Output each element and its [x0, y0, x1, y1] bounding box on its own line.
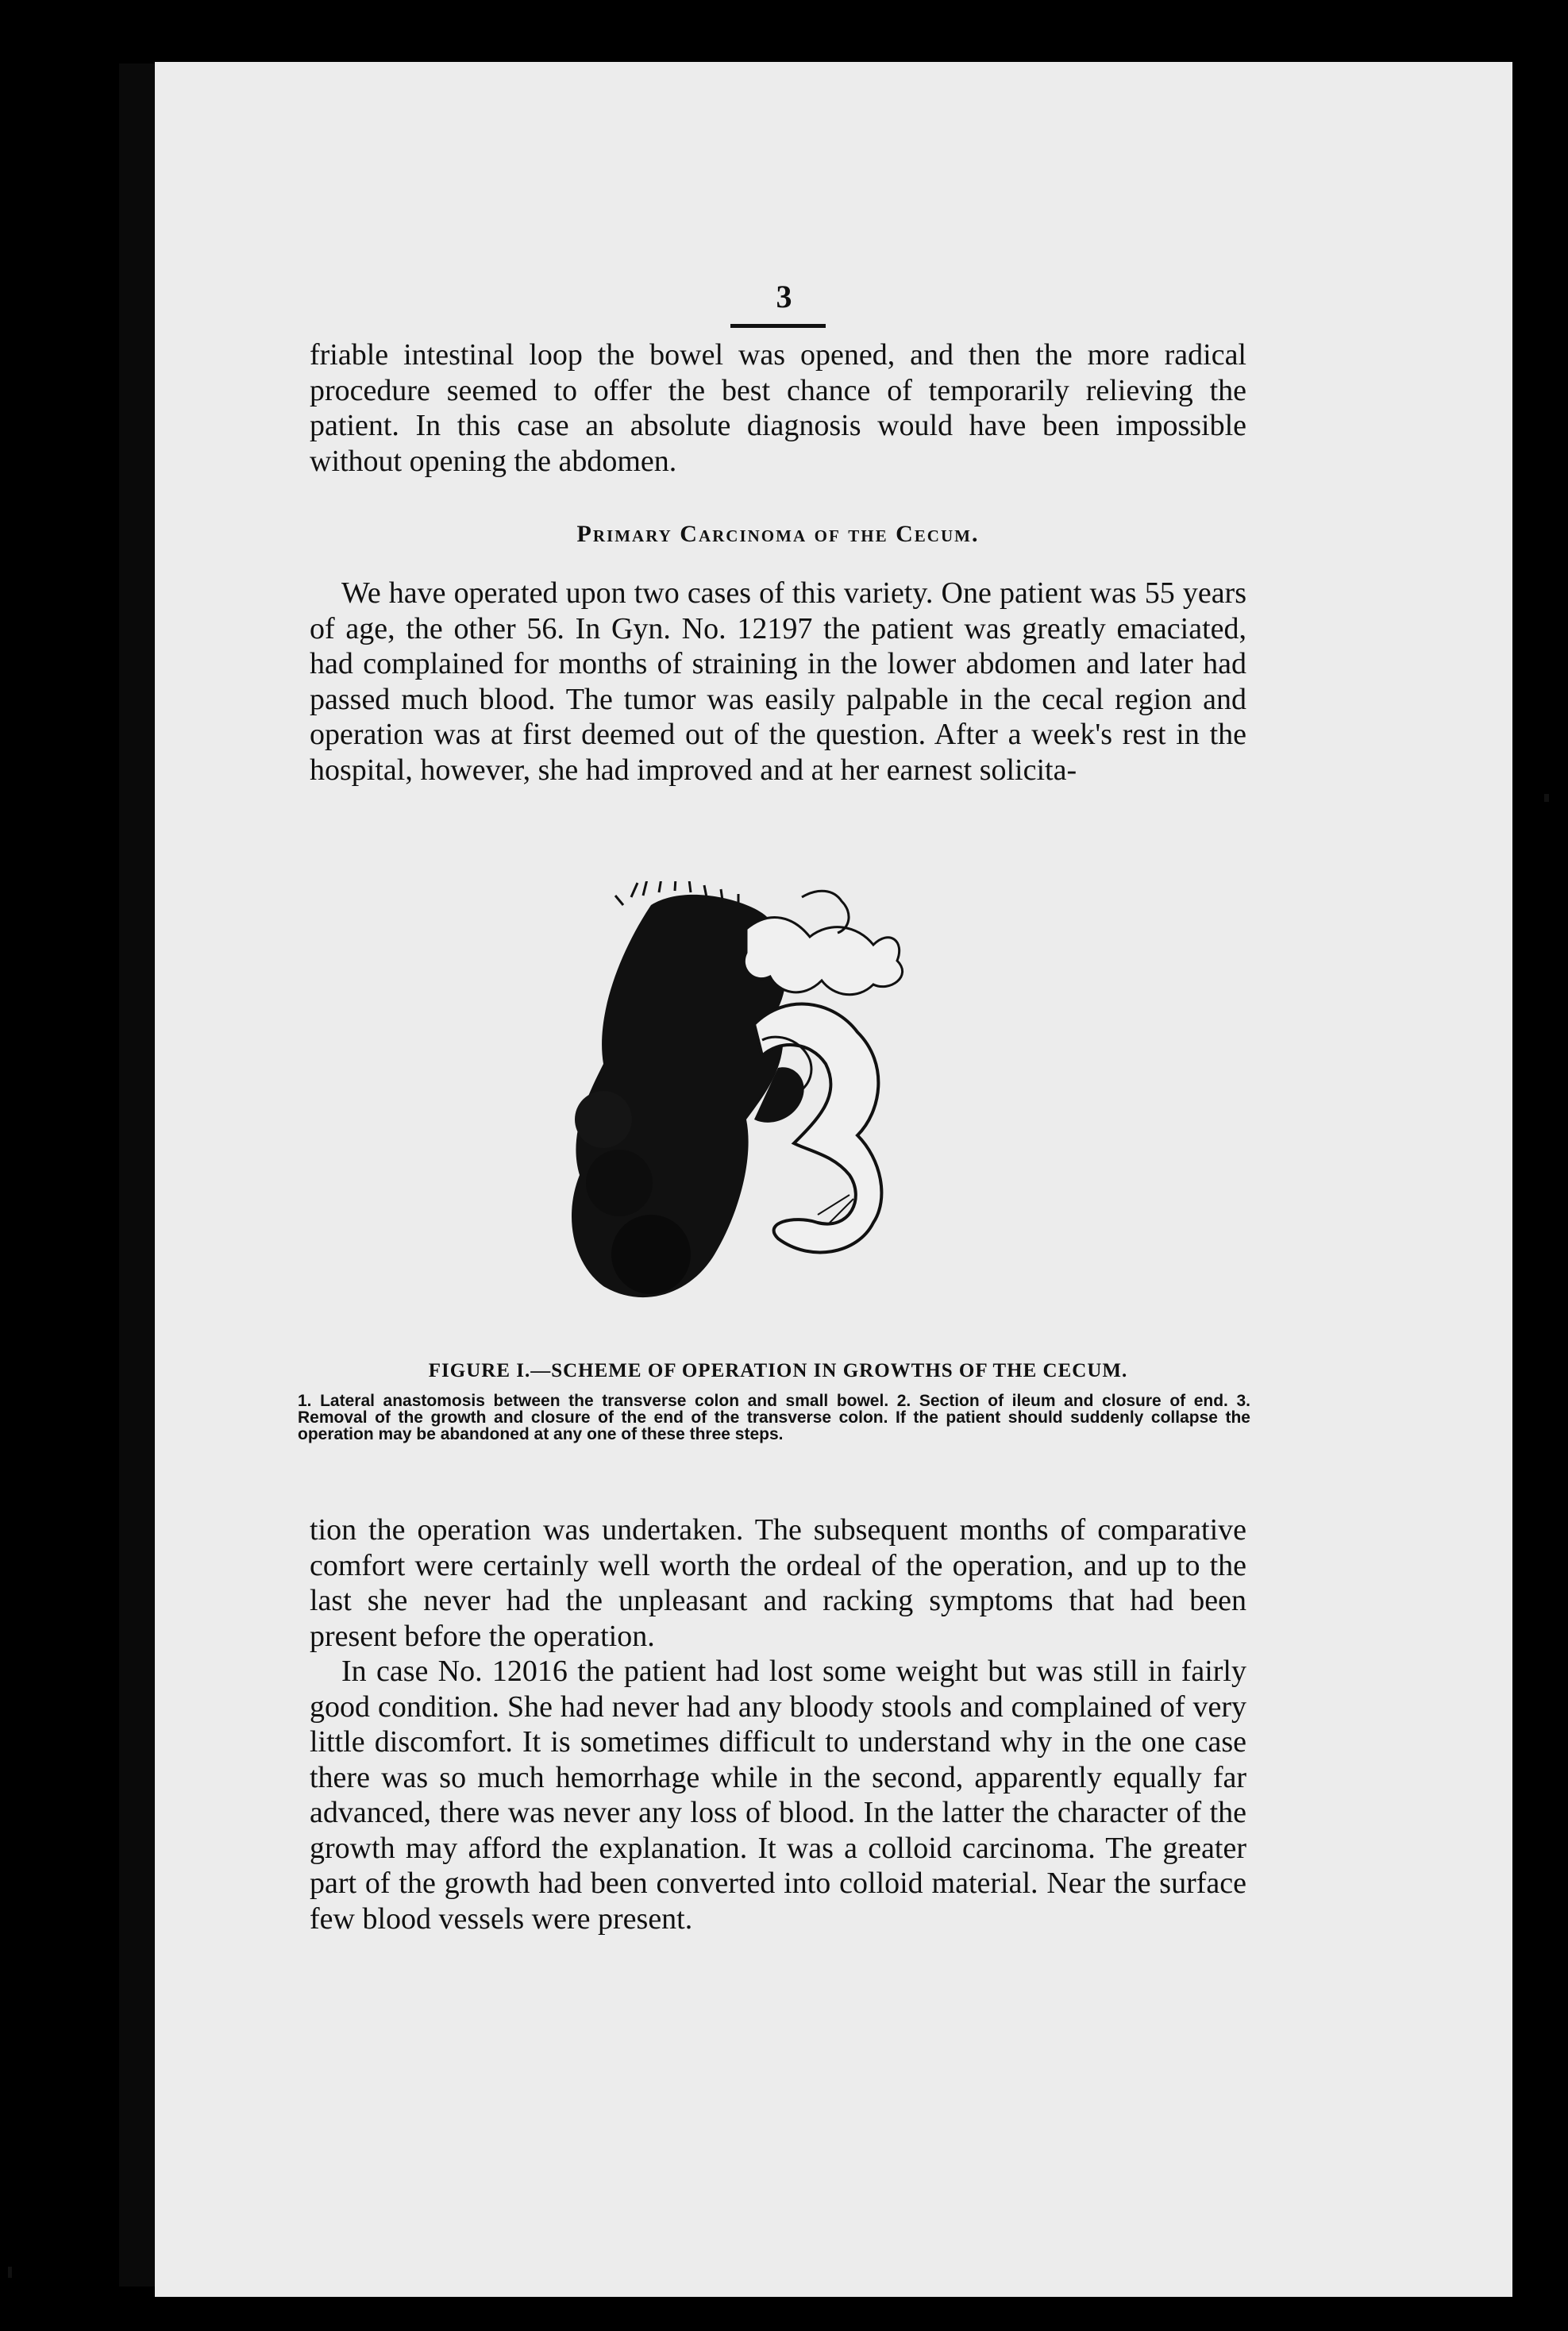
figure-title: FIGURE I.—SCHEME OF OPERATION IN GROWTHS OF THE CECUM. — [428, 1360, 1128, 1381]
figure-caption: 1. Lateral anastomosis between the transverse colon and small bowel. 2. Section of ileum and closure of end. 3. Removal of the growth and closure of the end of the transverse colon. If the patient should suddenly collapse the operation may be abandoned at any one of these three steps. — [298, 1392, 1250, 1443]
page-number-rule — [730, 324, 826, 328]
binding-shadow — [119, 64, 157, 2287]
intro-paragraph: friable intestinal loop the bowel was opened, and then the more radical procedure seemed to offer the best chance of temporarily relieving the patient. In this case an absolute diagnosis would have been impossible without opening the abdomen. — [310, 338, 1246, 478]
section-heading: Primary Carcinoma of the Cecum. — [576, 521, 980, 547]
scan-speck — [8, 2267, 12, 2278]
page-number: 3 — [776, 279, 792, 314]
continuation-paragraph: tion the operation was undertaken. The subsequent months of comparative comfort were certainly well worth the ordeal of the operation, and up to the last she never had the unpleasant and racking symptoms that had been present before the operation. — [310, 1513, 1246, 1653]
continuation-text-block — [310, 1512, 1246, 1936]
cecum-operation-illustration — [556, 881, 1000, 1326]
scan-speck — [1544, 794, 1549, 802]
final-paragraph: In case No. 12016 the patient had lost some weight but was still in fairly good condition. She had never had any bloody stools and complained of very little discomfort. It is sometimes difficult to understand why in the one case there was so much hemorrhage while in the second, apparently equally far advanced, there was never any loss of blood. In the latter the character of the growth may afford the explanation. It was a colloid carcinoma. The greater part of the growth had been converted into colloid material. Near the surface few blood vessels were present. — [310, 1655, 1246, 1936]
section-paragraph: We have operated upon two cases of this variety. One patient was 55 years of age, the other 56. In Gyn. No. 12197 the patient was greatly emaciated, had complained for months of straining in the lower abdomen and later had passed much blood. The tumor was easily palpable in the cecal region and operation was at first deemed out of the question. After a week's rest in the hospital, however, she had improved and at her earnest solicita- — [310, 576, 1246, 787]
section-text-block — [310, 576, 1246, 788]
intestine-drawing — [556, 881, 1000, 1326]
intro-text-block — [310, 337, 1246, 479]
